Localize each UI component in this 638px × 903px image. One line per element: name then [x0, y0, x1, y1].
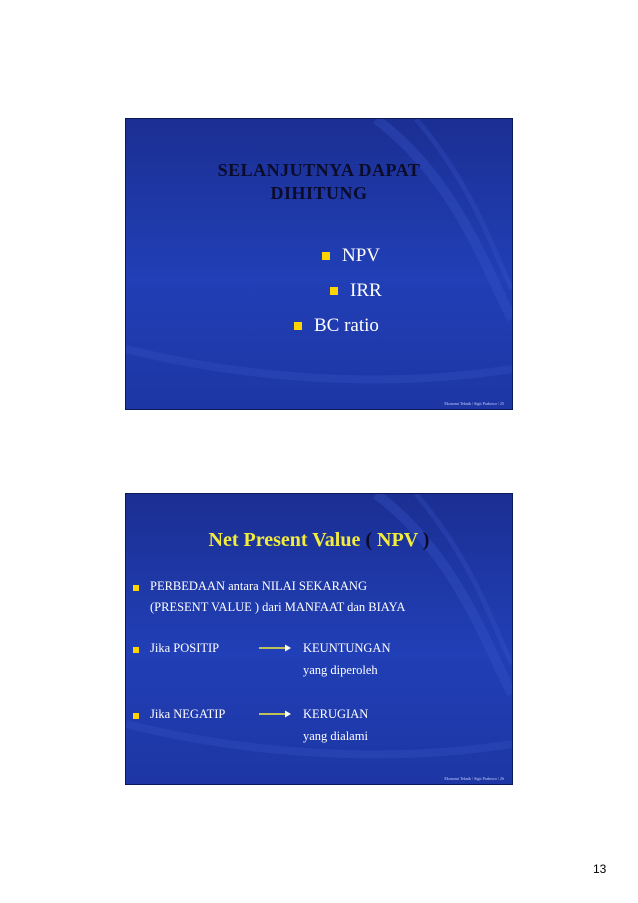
bullet-bc-ratio: [294, 314, 379, 338]
point-1-line-2: (PRESENT VALUE ) dari MANFAAT dan BIAYA: [150, 600, 406, 614]
title-main: Net Present Value: [208, 529, 361, 551]
slide-1-title: [126, 159, 512, 205]
bullet-square-icon: [294, 322, 302, 330]
point-3-result: KERUGIAN: [303, 707, 369, 721]
slide-2-title: [126, 527, 512, 553]
slide-1-title-line-1: SELANJUTNYA DAPAT: [217, 160, 421, 180]
point-2-result: KEUNTUNGAN: [303, 641, 391, 655]
point-2-sub: yang diperoleh: [303, 663, 378, 677]
bullet-square-icon: [322, 252, 330, 260]
slide-2-footer: Ekonomi Teknik / Sigit Prabowo / 26: [444, 776, 504, 781]
page-number: 13: [593, 862, 607, 876]
title-close-paren: ): [422, 529, 430, 551]
point-1-line-1: PERBEDAAN antara NILAI SEKARANG: [150, 579, 367, 593]
slide-1-footer: Ekonomi Teknik / Sigit Prabowo / 25: [444, 401, 504, 406]
bullet-irr-label: IRR: [350, 280, 382, 301]
point-3-sub: yang dialami: [303, 729, 368, 743]
bullet-square-icon: [133, 585, 139, 591]
title-open-paren: (: [365, 529, 373, 551]
bullet-bc-ratio-label: BC ratio: [314, 315, 379, 336]
bullet-square-icon: [133, 647, 139, 653]
bullet-npv-label: NPV: [342, 245, 381, 266]
bullet-square-icon: [330, 287, 338, 295]
slide-2: [125, 493, 513, 785]
bullet-irr: [330, 279, 382, 303]
arrow-right-icon: [259, 709, 291, 719]
point-2-label: Jika POSITIP: [150, 641, 220, 655]
bullet-square-icon: [133, 713, 139, 719]
title-abbr: NPV: [377, 529, 418, 551]
arrow-right-icon: [259, 643, 291, 653]
bullet-npv: [322, 244, 380, 268]
slide-1-title-line-2: DIHITUNG: [270, 183, 368, 203]
slide-1: [125, 118, 513, 410]
point-3-label: Jika NEGATIP: [150, 707, 226, 721]
